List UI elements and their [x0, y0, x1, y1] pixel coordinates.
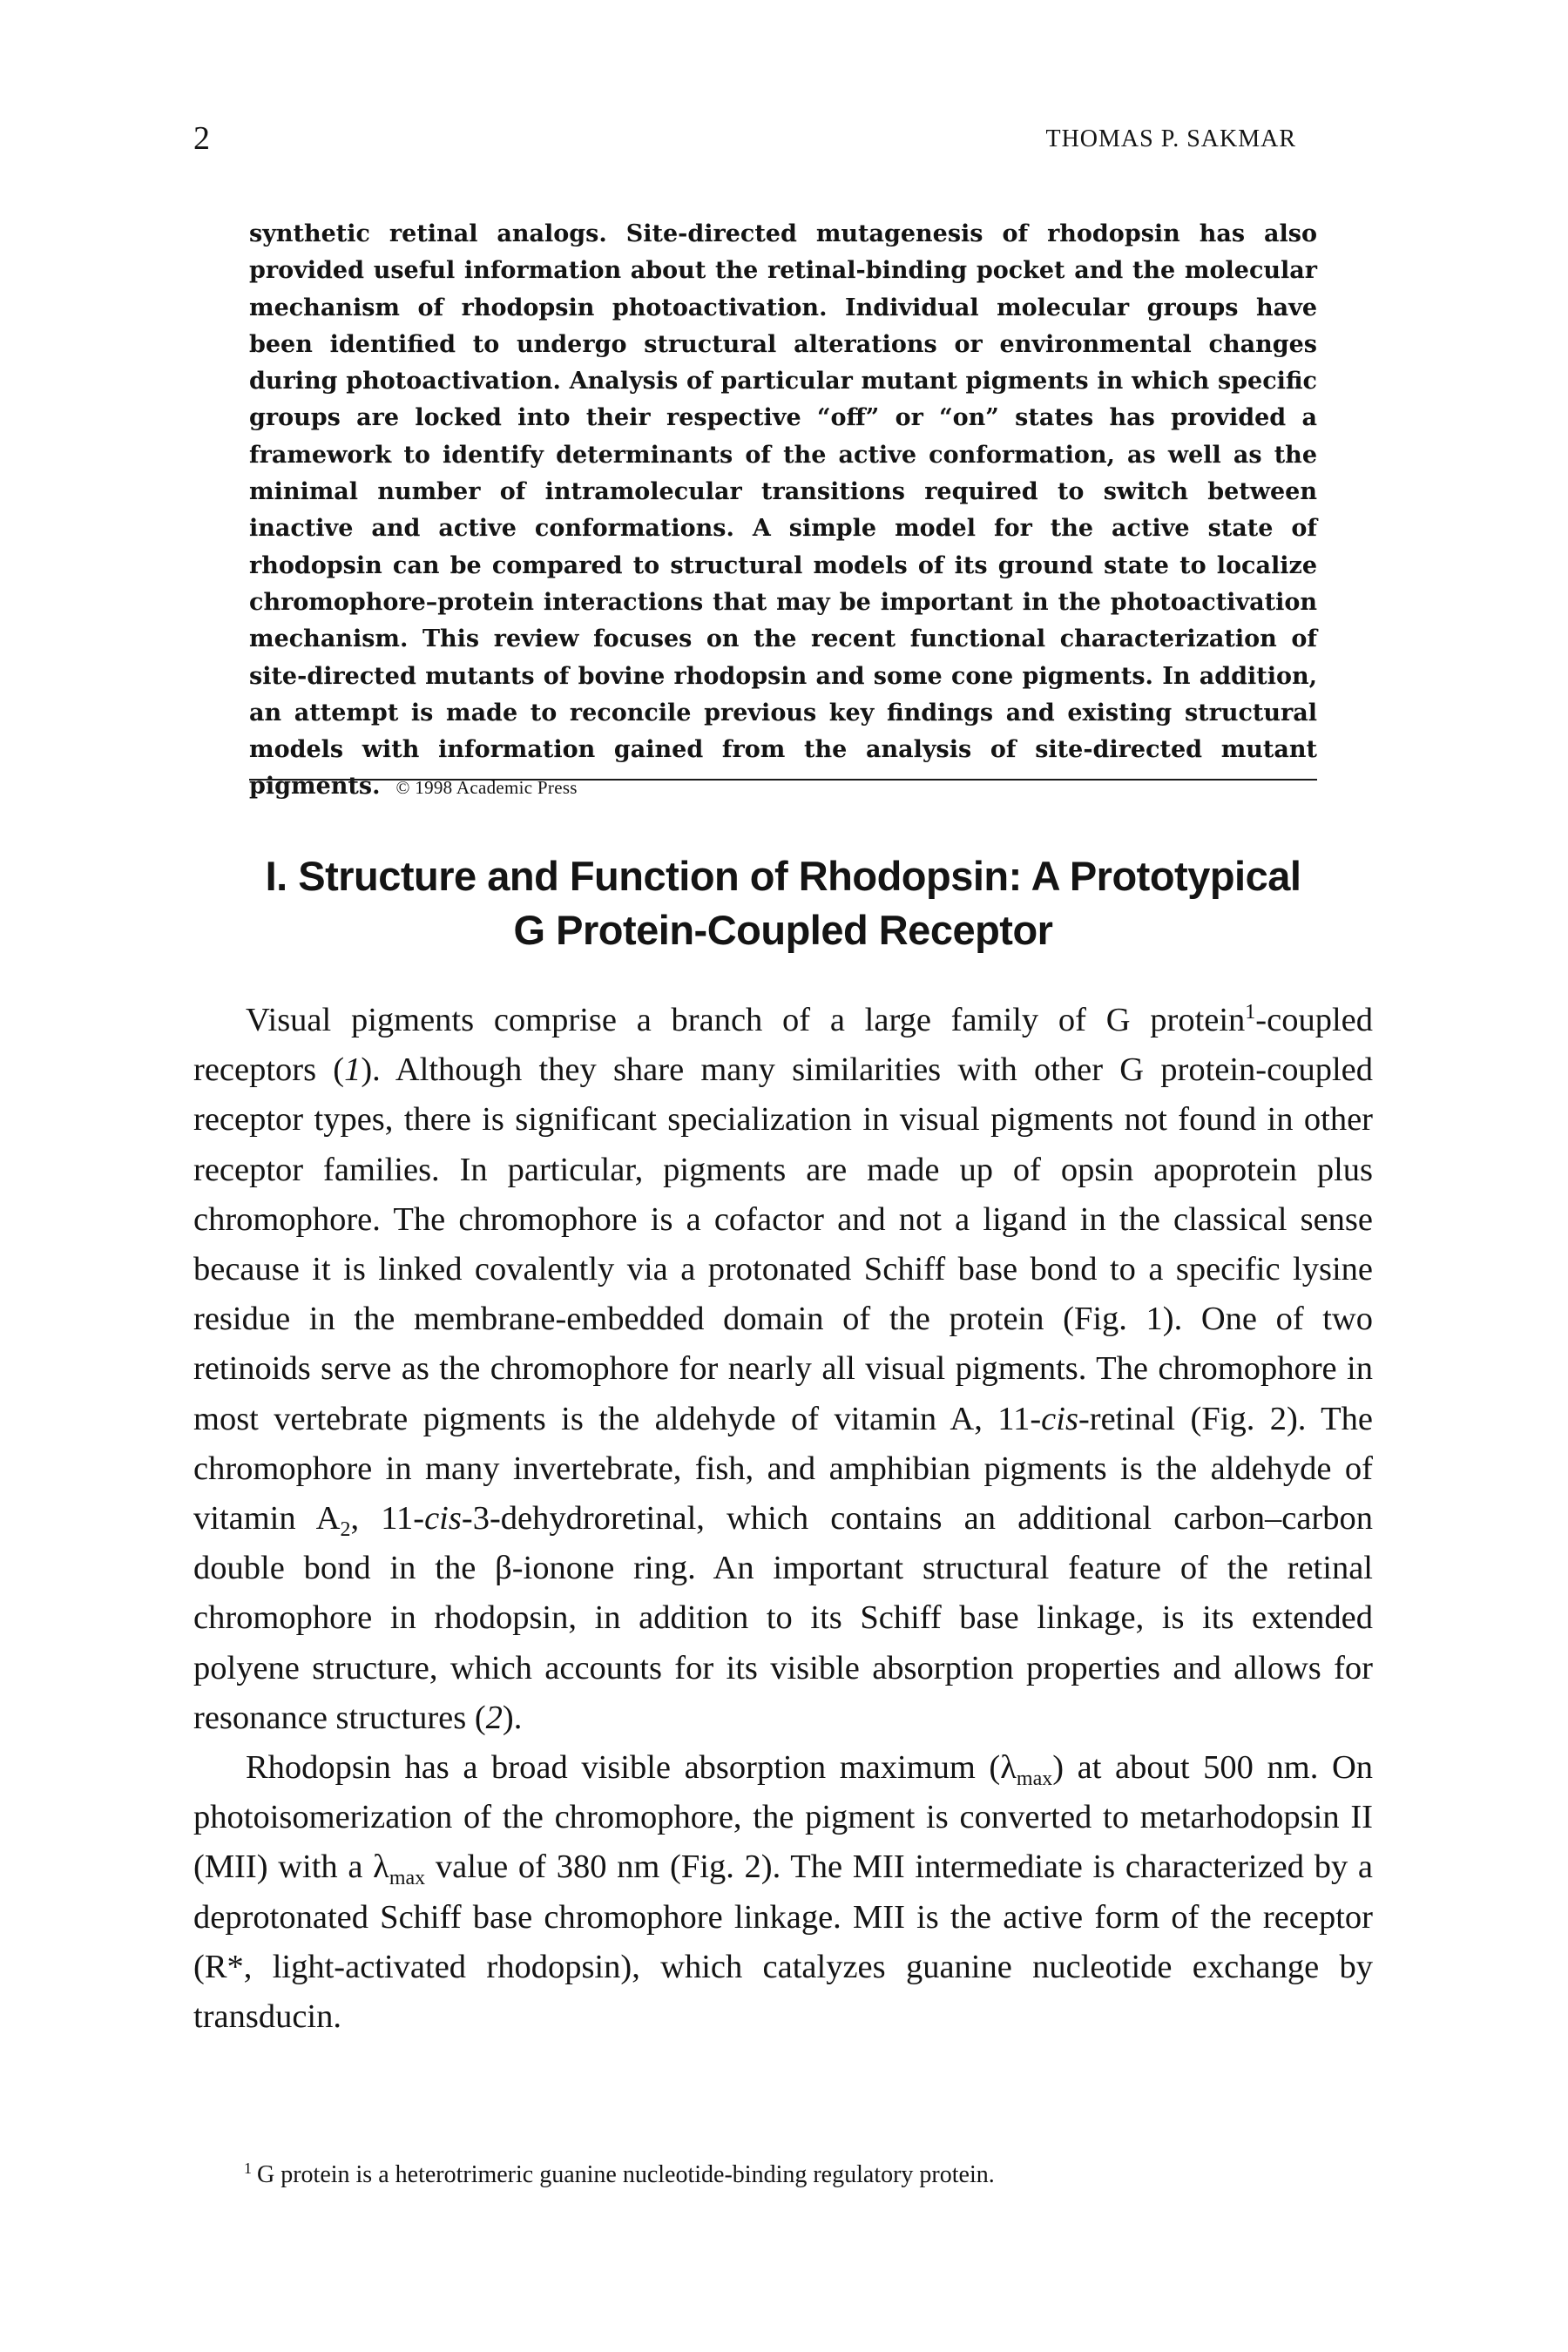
subscript: max	[1016, 1767, 1053, 1791]
body-text	[193, 996, 1373, 2042]
abstract-divider	[249, 779, 1317, 781]
footnote-reference: 1	[1245, 1001, 1256, 1024]
italic-term: cis	[424, 1500, 462, 1538]
text-run: , 11-	[350, 1500, 425, 1538]
section-heading-line-1: I. Structure and Function of Rhodopsin: A Prototypical	[265, 853, 1301, 899]
footnote-marker: 1	[244, 2159, 252, 2177]
copyright-notice: © 1998 Academic Press	[395, 777, 578, 799]
body-paragraph-2	[193, 1743, 1373, 2042]
subscript: max	[389, 1867, 426, 1890]
text-run: Visual pigments comprise a branch of a large family of G protein	[246, 1002, 1246, 1038]
text-run: ).	[502, 1699, 523, 1736]
text-run: value of 380 nm (Fig. 2). The MII intermediate is characterized by a deprotonated Schiff base chromophore linkage. MII is the active form of the receptor (R*, light-activated rhodopsin), which catalyzes guanine nucleotide exchange by transducin.	[193, 1848, 1374, 2036]
footnote-text: G protein is a heterotrimeric guanine nucleotide-binding regulatory protein.	[257, 2161, 995, 2188]
abstract-paragraph	[249, 216, 1317, 807]
italic-term: cis	[1041, 1400, 1078, 1437]
subscript: 2	[340, 1518, 351, 1542]
section-heading	[193, 849, 1373, 957]
text-run: -3-dehydroretinal, which contains an additional carbon–carbon double bond in the β-ionone ring. An important structural feature of the retinal chromophore in rhodopsin, in addition to its Schiff base linkage, is its extended polyene structure, which accounts for its visible absorption properties and allows for resonance structures (	[193, 1500, 1373, 1736]
text-run: ) at about 500 nm. On photoisomerization of the chromophore, the pigment is converted to metarhodopsin II (MII) with a λ	[193, 1749, 1374, 1886]
footnote	[244, 2159, 1368, 2192]
text-run: -coupled receptors (	[193, 1002, 1373, 1089]
running-head: THOMAS P. SAKMAR	[1045, 125, 1296, 152]
page-number: 2	[193, 120, 210, 157]
section-heading-line-2: G Protein-Coupled Receptor	[513, 907, 1053, 953]
text-run: Rhodopsin has a broad visible absorption maximum (λ	[246, 1749, 1017, 1787]
text-run: ). Although they share many similarities with other G protein-coupled receptor types, there is significant specialization in visual pigments not found in other receptor families. In particular, pigments are made up of opsin apoprotein plus chromophore. The chromophore is a cofactor and not a ligand in the classical sense because it is linked covalently via a protonated Schiff base bond to a specific lysine residue in the membrane-embedded domain of the protein (Fig. 1). One of two retinoids serve as the chromophore for nearly all visual pigments. The chromophore in most vertebrate pigments is the aldehyde of vitamin A, 11-	[193, 1051, 1373, 1437]
citation-reference: 1	[344, 1051, 362, 1089]
text-run: -retinal (Fig. 2). The chromophore in many invertebrate, fish, and amphibian pigments is the aldehyde of vitamin A	[193, 1400, 1373, 1538]
abstract	[249, 216, 1317, 807]
abstract-text: synthetic retinal analogs. Site-directed mutagenesis of rhodopsin has also provided useful information about the retinal-binding pocket and the molecular mechanism of rhodopsin photoactivation. Individual molecular groups have been identified to undergo structural alterations or environmental changes during photoactivation. Analysis of particular mutant pigments in which specific groups are locked into their respective “off” or “on” states has provided a framework to identify determinants of the active conformation, as well as the minimal number of intramolecular transitions required to switch between inactive and active conformations. A simple model for the active state of rhodopsin can be compared to structural models of its ground state to localize chromophore–protein interactions that may be important in the photoactivation mechanism. This review focuses on the recent functional characterization of site-directed mutants of bovine rhodopsin and some cone pigments. In addition, an attempt is made to reconcile previous key findings and existing structural models with information gained from the analysis of site-directed mutant pigments.	[249, 220, 1317, 801]
citation-reference: 2	[485, 1699, 503, 1736]
body-paragraph-1	[193, 996, 1373, 1743]
